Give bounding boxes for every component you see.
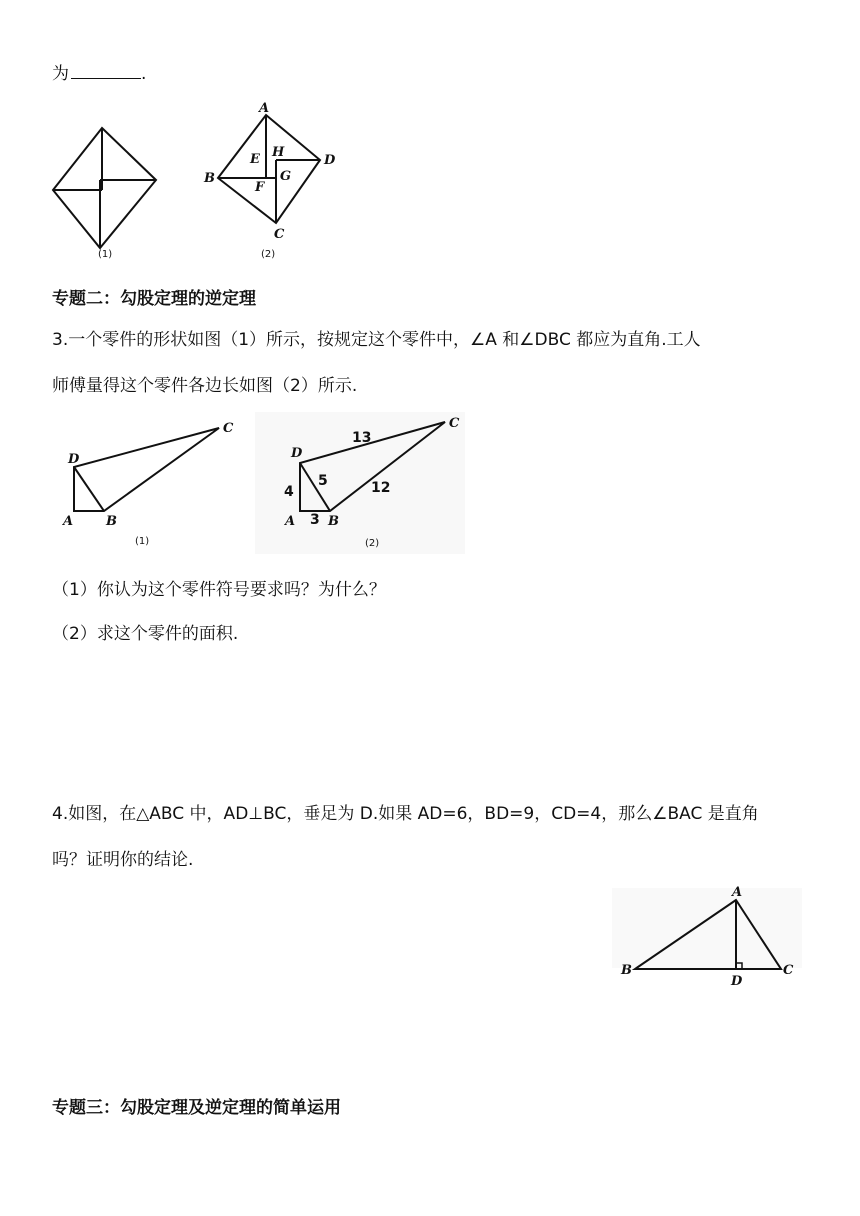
q3-line2: 师傅量得这个零件各边长如图（2）所示. (52, 376, 358, 396)
fig2-caption-left: (1) (135, 536, 150, 547)
part-figure-2 (300, 422, 445, 511)
square-figures (50, 100, 390, 265)
answer-blank[interactable] (71, 60, 141, 79)
square-figure-2 (218, 115, 320, 223)
answer-line (52, 60, 146, 86)
length-AD: 4 (284, 484, 294, 500)
fig1-label-B: B (204, 171, 215, 186)
section3-heading: 专题三：勾股定理及逆定理的简单运用 (52, 1098, 341, 1118)
length-BD: 5 (318, 473, 328, 489)
fig1-label-A: A (259, 101, 270, 116)
answer-prefix: 为 (52, 64, 69, 84)
part-figure-1 (74, 428, 219, 511)
part2-label-C: C (449, 416, 460, 431)
fig1-label-H: H (272, 145, 285, 160)
fig1-caption-right: (2) (261, 249, 276, 260)
q3-sub1: （1）你认为这个零件符号要求吗？为什么？ (52, 580, 386, 600)
q3-line1: 3.一个零件的形状如图（1）所示，按规定这个零件中，∠A 和∠DBC 都应为直角.工人 (52, 330, 701, 350)
fig1-label-G: G (280, 169, 292, 184)
tri-label-A: A (732, 885, 743, 900)
length-BC: 12 (371, 480, 391, 496)
fig1-label-F: F (255, 180, 265, 195)
part1-label-C: C (223, 421, 234, 436)
tri-label-D: D (731, 974, 743, 989)
answer-suffix: . (141, 64, 147, 84)
q4-line2: 吗？证明你的结论. (52, 850, 194, 870)
length-CD: 13 (352, 430, 372, 446)
fig1-caption-left: (1) (98, 249, 113, 260)
part2-label-A: A (285, 514, 296, 529)
part2-label-D: D (291, 446, 303, 461)
triangle-abc (635, 900, 781, 969)
section2-heading: 专题二：勾股定理的逆定理 (52, 289, 256, 309)
part-figures (55, 410, 475, 560)
triangle-figure (615, 885, 815, 989)
fig2-caption-right: (2) (365, 538, 380, 549)
tri-label-B: B (621, 963, 632, 978)
part1-label-B: B (106, 514, 117, 529)
length-AB: 3 (310, 512, 320, 528)
fig1-label-C: C (274, 227, 285, 242)
part1-label-A: A (63, 514, 74, 529)
tri-label-C: C (783, 963, 794, 978)
q4-line1: 4.如图，在△ABC 中，AD⊥BC，垂足为 D.如果 AD=6，BD=9，CD=4，那么∠BAC 是直角 (52, 804, 759, 824)
fig1-label-E: E (250, 152, 260, 167)
square-figure-1 (53, 128, 156, 248)
q3-sub2: （2）求这个零件的面积. (52, 624, 239, 644)
part1-label-D: D (68, 452, 80, 467)
fig1-label-D: D (324, 153, 336, 168)
part2-label-B: B (328, 514, 339, 529)
